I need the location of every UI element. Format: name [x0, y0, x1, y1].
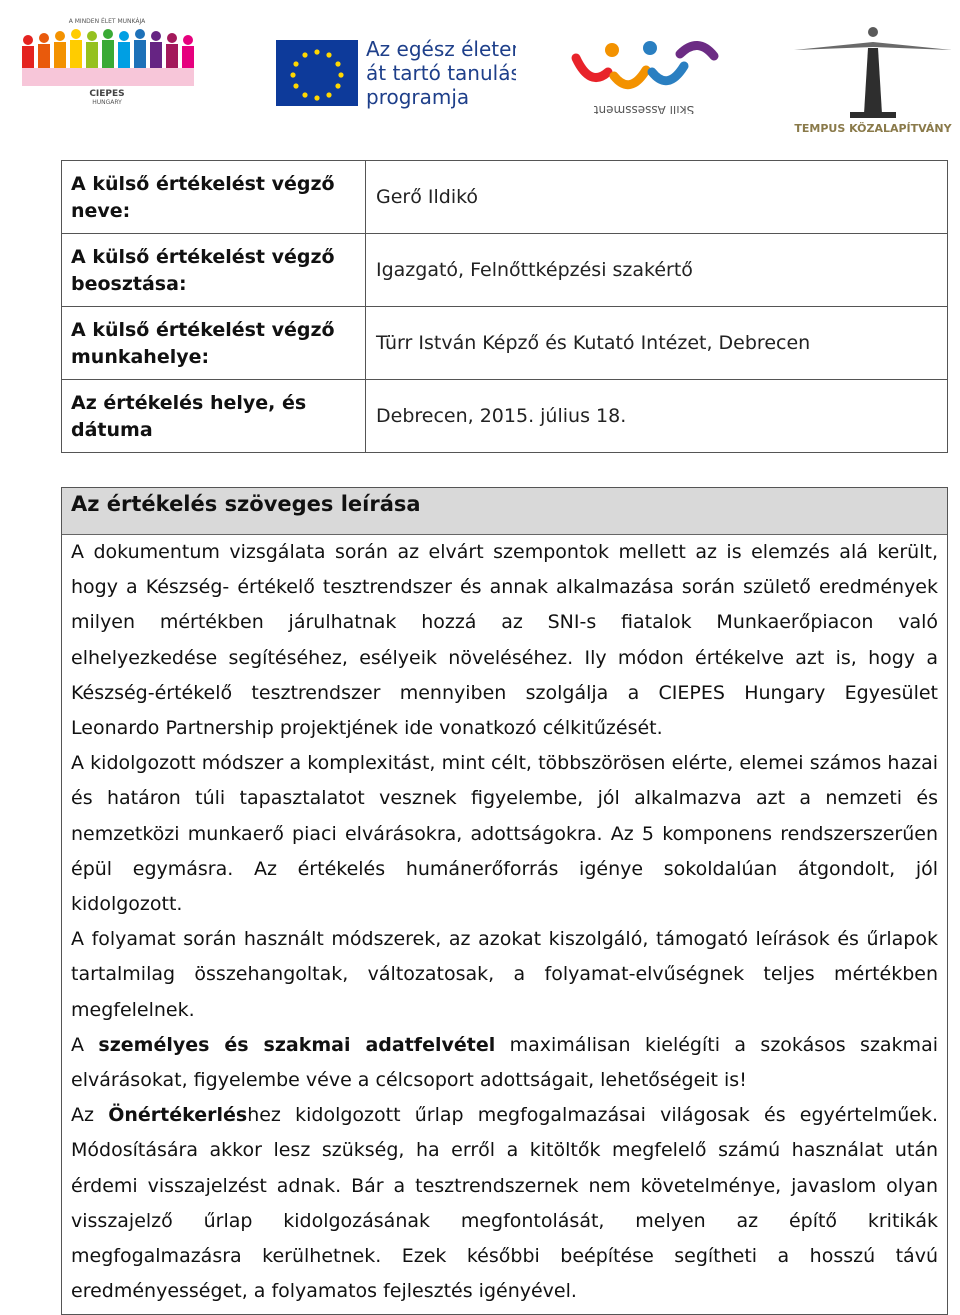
table-row — [62, 307, 948, 380]
paragraph-5-bold: Önértékerlés — [108, 1104, 248, 1127]
evaluation-title: Az értékelés szöveges leírása — [62, 488, 947, 535]
ciepes-people-icon — [14, 14, 200, 106]
tempus-logo — [790, 24, 956, 136]
paragraph-4-start: A — [71, 1033, 99, 1056]
evaluator-name-label: A külső értékelést végző neve: — [62, 161, 366, 234]
evaluator-workplace-value: Türr István Képző és Kutató Intézet, Debrecen — [366, 307, 948, 380]
evaluation-place-date-value: Debrecen, 2015. július 18. — [366, 380, 948, 453]
table-row — [62, 234, 948, 307]
ciepes-top-text: A MINDEN ÉLET MUNKÁJA — [68, 18, 146, 25]
eu-lifelong-learning-logo — [276, 34, 516, 114]
eu-flag-icon — [276, 34, 516, 114]
evaluation-paragraph-1: A dokumentum vizsgálata során az elvárt szempontok mellett az is elemzés alá került, hogy a Készség- értékelő tesztrendszer és annak alkalmazása során születő eredmények milyen mértékben járulhatnak hozzá az SNI-s fiatalok Munkaerőpiacon való elhelyezkedése segítéséhez, esélyeik növeléséhez. Ily módon értékelve azt is, hogy a Készség-értékelő tesztrendszer mennyiben szolgálja a CIEPES Hungary Egyesület Leonardo Partnership projektjének ide vonatkozó célkitűzését. — [71, 541, 938, 740]
ciepes-logo — [14, 14, 200, 106]
paragraph-5-start: Az — [71, 1104, 109, 1127]
ciepes-main-text: CIEPES — [89, 89, 125, 99]
tempus-text: TEMPUS KÖZALAPÍTVÁNY — [794, 122, 952, 135]
tempus-balance-icon — [790, 24, 956, 136]
evaluator-name-value: Gerő Ildikó — [366, 161, 948, 234]
eu-program-line3: programja — [366, 85, 470, 109]
evaluation-paragraph-3: A folyamat során használt módszerek, az azokat kiszolgáló, támogató leírások és űrlapok tartalmilag összehangoltak, változatosak, a folyamat-elvűségnek teljes mértékben megfelelnek. — [71, 928, 938, 1021]
evaluator-workplace-label: A külső értékelést végző munkahelye: — [62, 307, 366, 380]
evaluator-position-label: A külső értékelést végző beosztása: — [62, 234, 366, 307]
evaluation-place-date-label: Az értékelés helye, és dátuma — [62, 380, 366, 453]
evaluation-paragraph-2: A kidolgozott módszer a komplexitást, mint célt, többszörösen elérte, elemei számos hazai és határon túli tapasztalatot vesznek figyelembe, jól alkalmazva azt a nemzeti és nemzetközi munkaerő piaci elvárásokra, adottságokra. Az 5 komponens rendszerszerűen épül egymásra. Az értékelés humánerőforrás igénye sokoldalúan átgondolt, jól kidolgozott. — [71, 752, 938, 916]
evaluation-body — [62, 535, 947, 1309]
eu-program-line1: Az egész életen — [366, 37, 516, 61]
table-row — [62, 380, 948, 453]
evaluation-section — [61, 487, 948, 1315]
skill-assessment-icon — [568, 32, 720, 114]
skill-assessment-text: Skill Assessment — [593, 103, 695, 114]
eu-program-line2: át tartó tanulás — [366, 61, 516, 85]
skill-assessment-logo — [568, 32, 720, 114]
evaluator-position-value: Igazgató, Felnőttképzési szakértő — [366, 234, 948, 307]
evaluation-paragraph-5 — [71, 1098, 938, 1309]
paragraph-4-end: maximálisan kielégíti a szokásos szakmai elvárásokat, figyelembe véve a célcsoport adottságait, lehetőségeit is! — [71, 1033, 938, 1092]
table-row — [62, 161, 948, 234]
paragraph-5-end: hez kidolgozott űrlap megfogalmazásai világosak és egyértelműek. Módosítására akkor lesz szükség, ha erről a kitöltők megfelelő számú használat után érdemi visszajelzést adnak. Bár a tesztrendszernek nem követelménye, javaslom olyan visszajelző űrlap kidolgozásának megfontolását, melyen az építő kritikák megfogalmazásra kerülhetnek. Ezek későbbi beépítése segítheti a hosszú távú eredményességet, a folyamatos fejlesztés igényével. — [71, 1104, 938, 1303]
evaluator-info-table — [61, 160, 948, 453]
evaluation-paragraph-4 — [71, 1028, 938, 1098]
ciepes-sub-text: HUNGARY — [92, 99, 122, 106]
paragraph-4-bold: személyes és szakmai adatfelvétel — [98, 1033, 496, 1056]
